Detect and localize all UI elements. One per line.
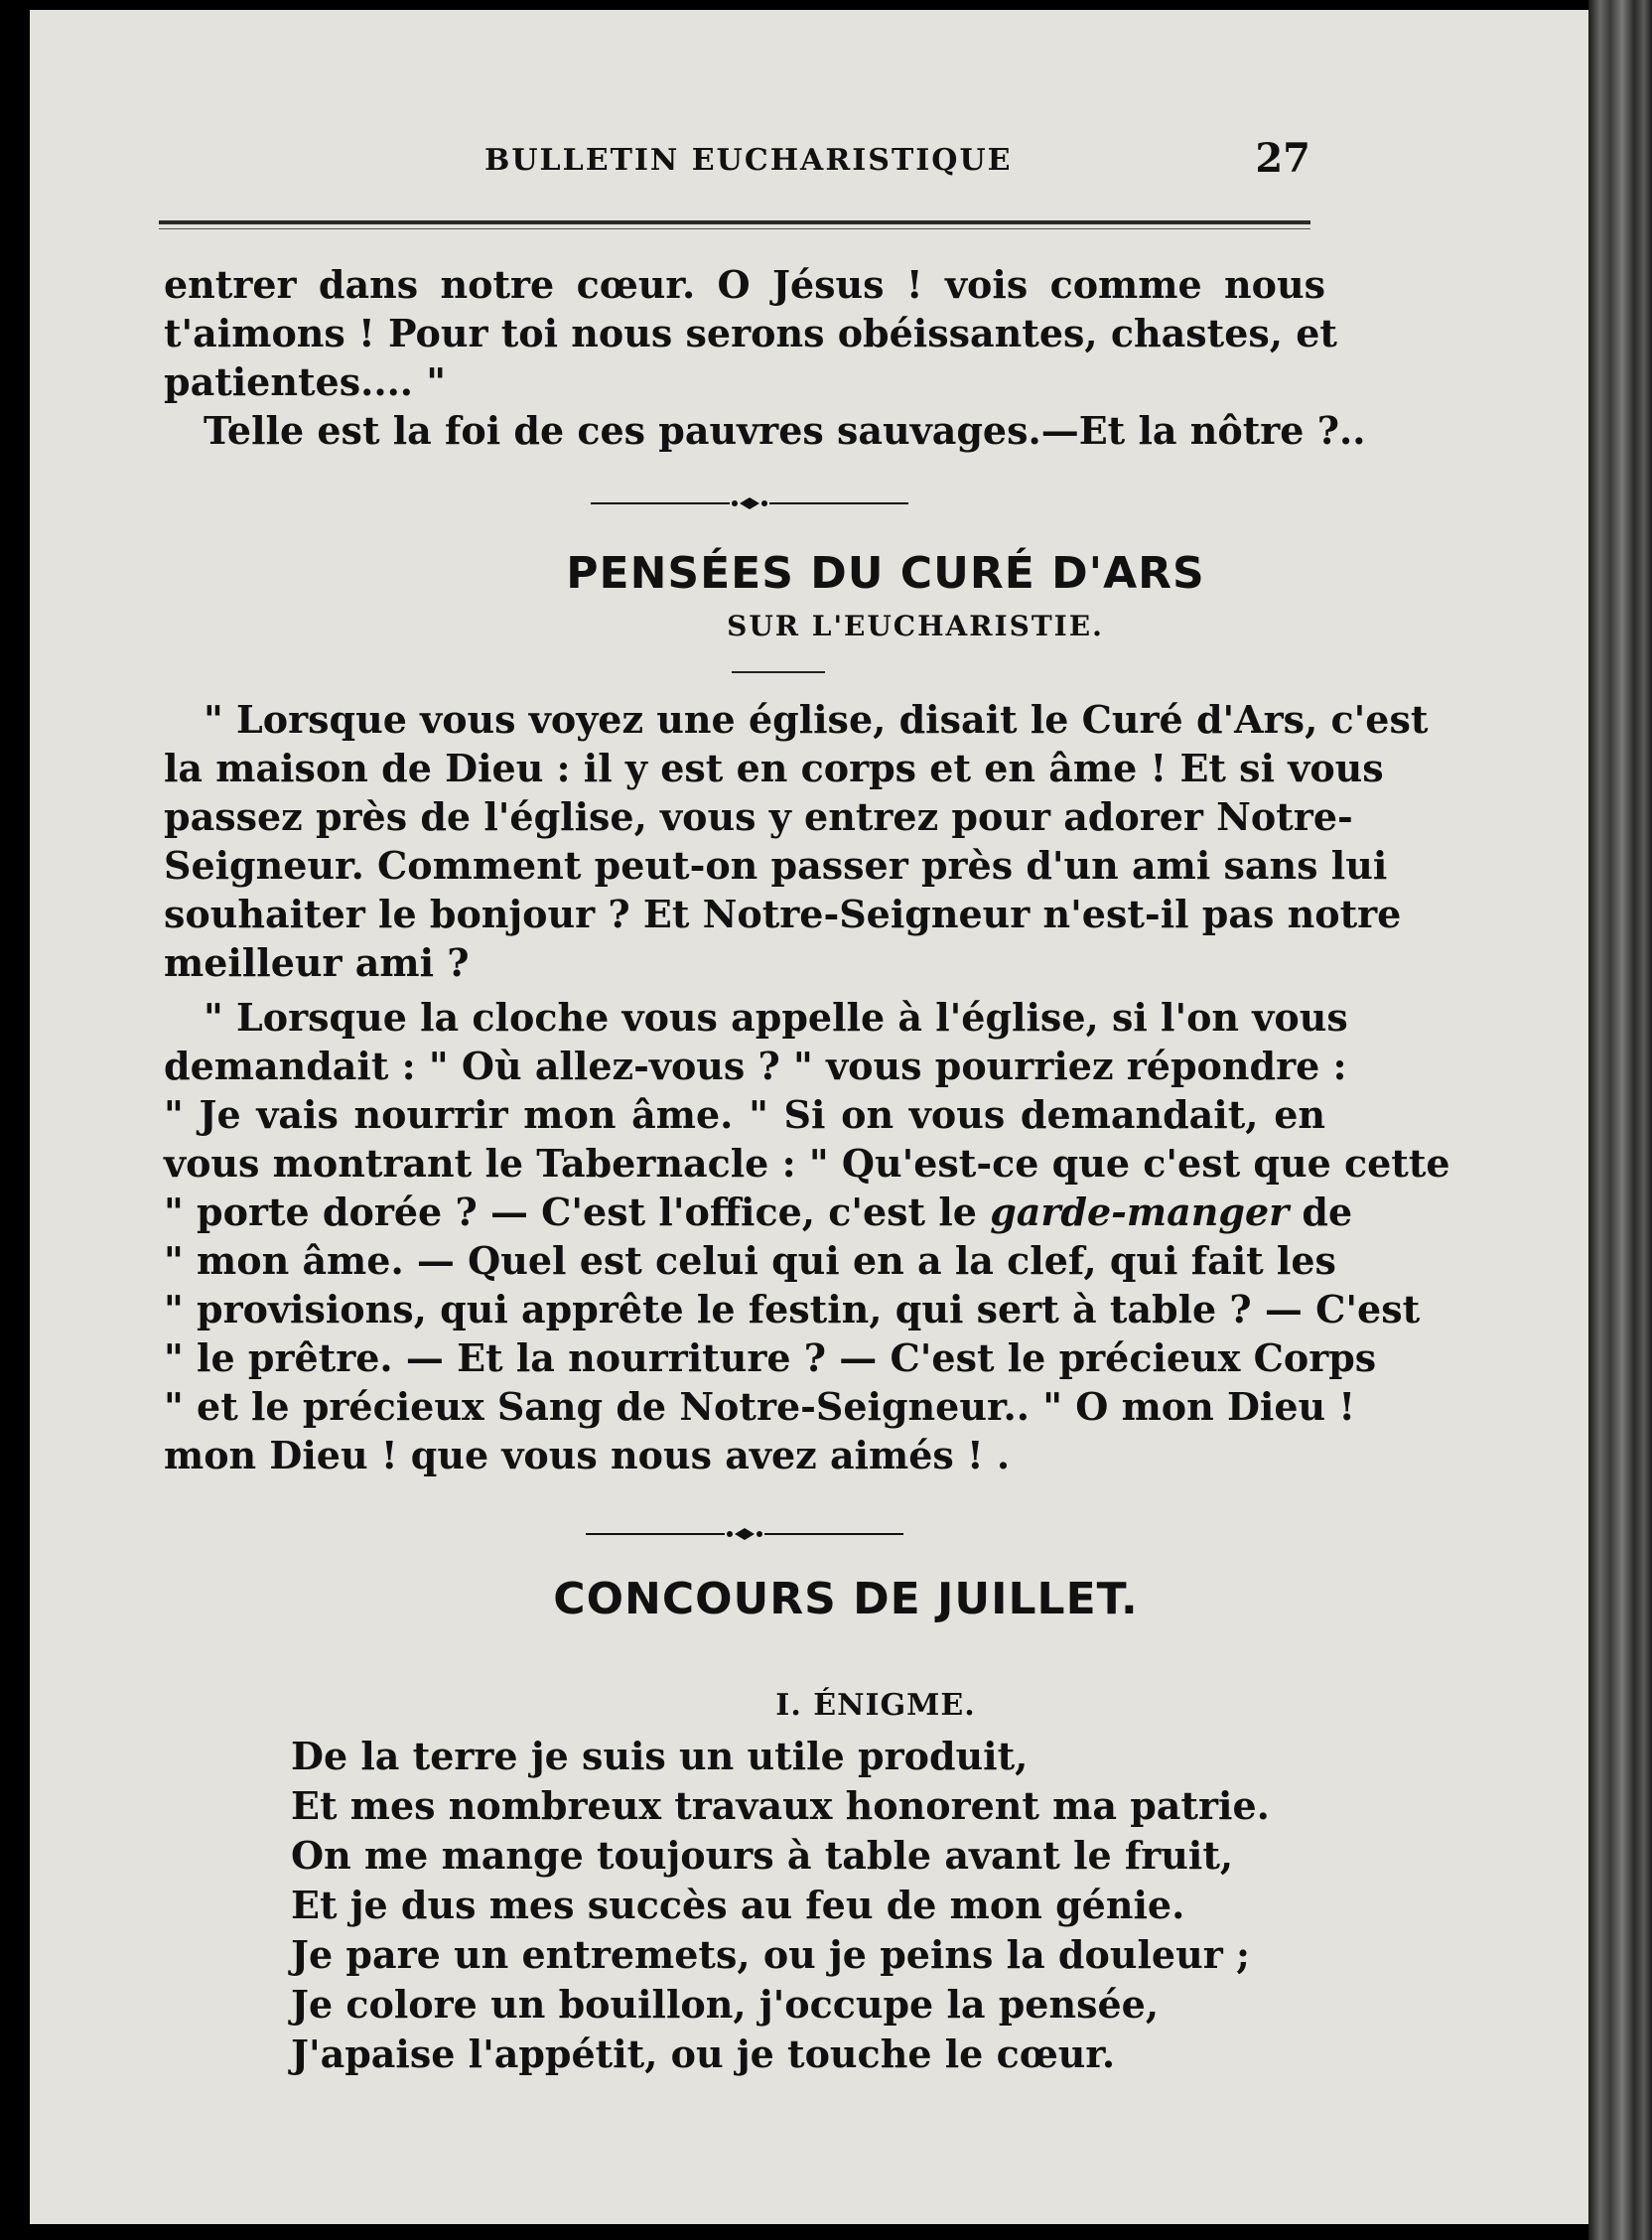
text-line: " le prêtre. — Et la nourriture ? — C'est le précieux Corps [164, 1335, 1377, 1380]
header-title: BULLETIN EUCHARISTIQUE [484, 143, 1013, 178]
intro-paragraph [164, 260, 1366, 455]
fleuron-icon [732, 496, 767, 510]
poem-line: Je colore un bouillon, j'occupe la pensée, [291, 1982, 1160, 2027]
text-line: la maison de Dieu : il y est en corps et en âme ! Et si vous [164, 746, 1384, 790]
text-line: meilleur ami ? [164, 940, 470, 985]
enigme-poem [291, 1732, 1270, 2079]
header-rule [159, 220, 1310, 224]
poem-line: Je pare un entremets, ou je peins la douleur ; [291, 1932, 1250, 1977]
text-line: " Je vais nourrir mon âme. " Si on vous demandait, en [164, 1092, 1325, 1137]
text-line: " Lorsque la cloche vous appelle à l'église, si l'on vous [204, 995, 1348, 1040]
enigme-heading: I. ÉNIGME. [775, 1688, 976, 1723]
pensees-paragraph-1 [164, 695, 1429, 987]
fleuron-icon [727, 1527, 762, 1541]
page-number: 27 [1255, 135, 1310, 182]
pensees-paragraph-2 [164, 993, 1450, 1479]
text-segment: de [1302, 1190, 1353, 1234]
text-line: " mon âme. — Quel est celui qui en a la clef, qui fait les [164, 1238, 1336, 1283]
text-line: " et le précieux Sang de Notre-Seigneur.. " O mon Dieu ! [164, 1384, 1356, 1429]
text-segment: " porte dorée ? — C'est l'office, c'est le [164, 1190, 977, 1234]
text-line: vous montrant le Tabernacle : " Qu'est-ce que c'est que cette [164, 1141, 1450, 1186]
closing-line: Telle est la foi de ces pauvres sauvages.—Et la nôtre ?.. [204, 408, 1366, 453]
section-subtitle: SUR L'EUCHARISTIE. [727, 610, 1104, 642]
poem-line: Et je dus mes succès au feu de mon génie. [291, 1883, 1185, 1927]
poem-line: On me mange toujours à table avant le fruit, [291, 1833, 1234, 1878]
book-spine-edge [1588, 0, 1652, 2240]
text-line: passez près de l'église, vous y entrez pour adorer Notre- [164, 794, 1353, 839]
poem-line: De la terre je suis un utile produit, [291, 1734, 1029, 1778]
text-line: Seigneur. Comment peut-on passer près d'un ami sans lui [164, 843, 1388, 888]
header-rule-thin [159, 228, 1310, 229]
section-divider-ornament [591, 496, 908, 510]
section-title-pensees: PENSÉES DU CURÉ D'ARS [566, 548, 1205, 599]
text-line: mon Dieu ! que vous nous avez aimés ! . [164, 1433, 1011, 1477]
text-line: " provisions, qui apprête le festin, qui sert à table ? — C'est [164, 1287, 1421, 1331]
text-line: demandait : " Où allez-vous ? " vous pourriez répondre : [164, 1044, 1347, 1088]
text-line-with-italic [164, 1188, 1353, 1236]
italic-term: garde-manger [990, 1190, 1290, 1234]
subtitle-rule [732, 671, 825, 673]
text-line: patientes.... " [164, 359, 447, 404]
section-divider-ornament [586, 1527, 903, 1541]
text-line: entrer dans notre cœur. O Jésus ! vois comme nous [164, 262, 1325, 307]
text-line: souhaiter le bonjour ? Et Notre-Seigneur n'est-il pas notre [164, 892, 1402, 936]
running-header [159, 137, 1310, 187]
section-title-concours: CONCOURS DE JUILLET. [553, 1574, 1139, 1624]
text-line: t'aimons ! Pour toi nous serons obéissantes, chastes, et [164, 311, 1337, 355]
poem-line: Et mes nombreux travaux honorent ma patrie. [291, 1783, 1270, 1828]
text-line: " Lorsque vous voyez une église, disait le Curé d'Ars, c'est [204, 697, 1429, 742]
poem-line: J'apaise l'appétit, ou je touche le cœur. [291, 2031, 1116, 2076]
